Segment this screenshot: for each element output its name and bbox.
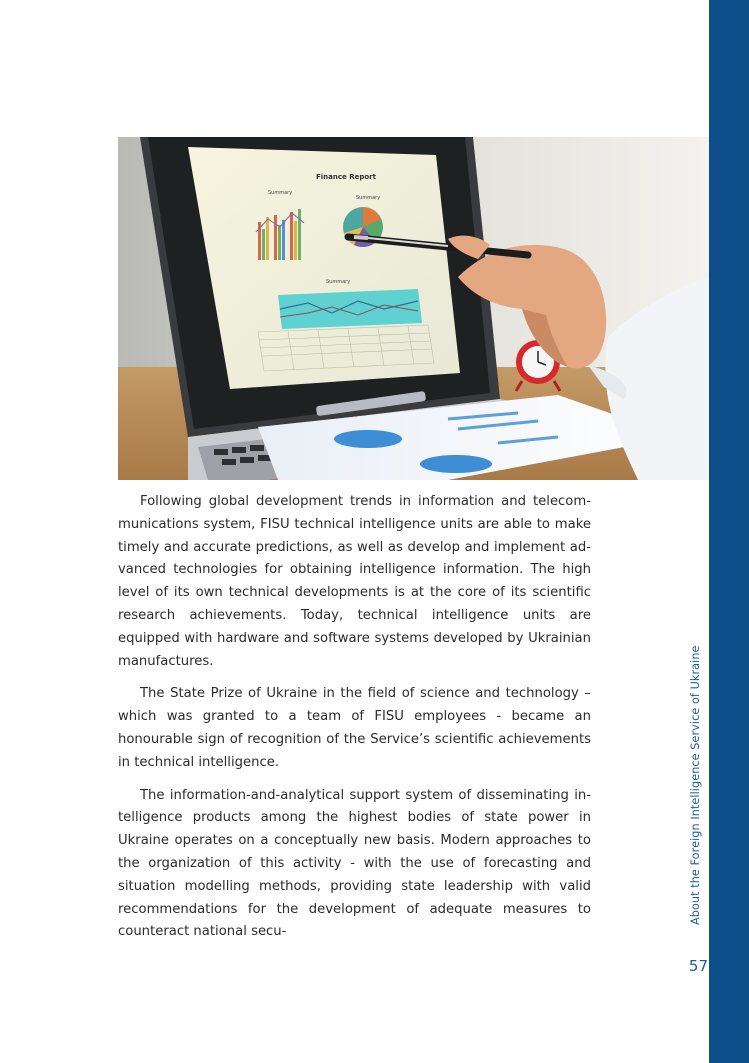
paragraph-1: Following global development trends in information and telecommunications system, FISU technical intelligence units are able to make timely and accurate predictions, as well as develop and implement advanced technologies for obtaining intelligence information. The high level of its own technical developments is at the core of its scientific research achievements. Today, technical intelligence units are equipped with hardware and software systems developed by Ukrainian manufactures. bbox=[118, 494, 591, 669]
body-text bbox=[118, 491, 591, 954]
summary-left-label: Summary bbox=[268, 190, 293, 196]
page-number: 57 bbox=[688, 957, 708, 975]
summary-right-label: Summary bbox=[356, 195, 381, 201]
laptop-finance-report-photo bbox=[118, 137, 709, 480]
running-head: About the Foreign Intelligence Service of Ukraine bbox=[689, 645, 702, 925]
paragraph-2: The State Prize of Ukraine in the field of science and technology – which was granted to a team of FISU employees - became an honourable sign of recognition of the Service’s scientific achievements in technical intelligence. bbox=[118, 686, 591, 770]
paragraph-3: The information-and-analytical support system of disseminating intelligence products among the highest bodies of state power in Ukraine operates on a conceptually new basis. Modern approaches to the organization of this activity - with the use of forecasting and situation modelling methods, providing state leadership with valid recommendations for the development of adequate measures to counteract national secu- bbox=[118, 787, 591, 940]
report-title: Finance Report bbox=[316, 173, 376, 181]
summary-bottom-label: Summary bbox=[326, 279, 351, 285]
side-color-bar bbox=[709, 0, 749, 1063]
